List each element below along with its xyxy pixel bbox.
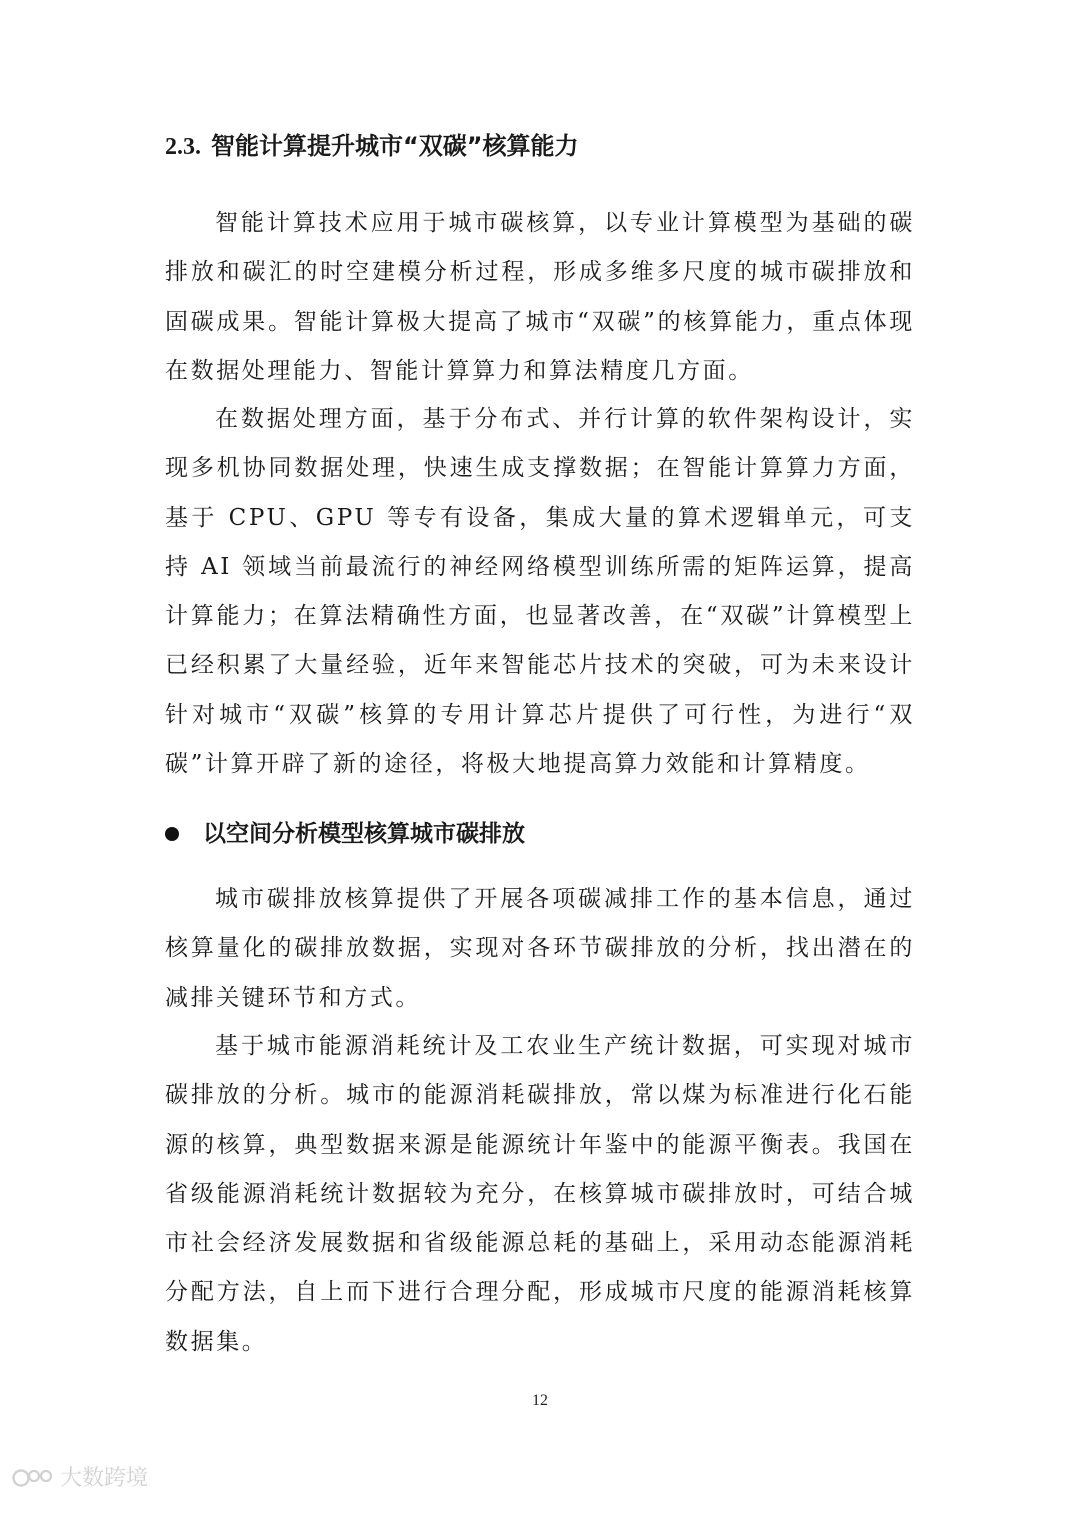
bullet-dot-icon [165,827,179,841]
bullet-heading-text: 以空间分析模型核算城市碳排放 [203,821,525,847]
paragraph: 在数据处理方面，基于分布式、并行计算的软件架构设计，实现多机协同数据处理，快速生成支撑数据；在智能计算算力方面，基于 CPU、GPU 等专有设备，集成大量的算术逻辑单元，可支持 AI 领域当前最流行的神经网络模型训练所需的矩阵运算，提高计算能力；在算法精确性方面，也显著改善，在“双碳”计算模型上已经积累了大量经验，近年来智能芯片技术的突破，可为未来设计针对城市“双碳”核算的专用计算芯片提供了可行性，为进行“双碳”计算开辟了新的途径，将极大地提高算力效能和计算精度。 [165,406,915,778]
watermark [12,1461,148,1492]
page-number: 12 [532,1392,548,1409]
watermark-text: 大数跨境 [60,1466,149,1491]
paragraph: 城市碳排放核算提供了开展各项碳减排工作的基本信息，通过核算量化的碳排放数据，实现对各环节碳排放的分析，找出潜在的减排关键环节和方式。 [165,886,915,1011]
brand-logo-icon [12,1464,54,1490]
paragraph: 智能计算技术应用于城市碳核算，以专业计算模型为基础的碳排放和碳汇的时空建模分析过程，形成多维多尺度的城市碳排放和固碳成果。智能计算极大提高了城市“双碳”的核算能力，重点体现在数据处理能力、智能计算算力和算法精度几方面。 [165,210,915,384]
section-title: 智能计算提升城市“双碳”核算能力 [211,132,579,160]
section-number: 2.3. [165,134,201,160]
section-heading [165,128,579,165]
bullet-heading [165,816,525,852]
paragraph: 基于城市能源消耗统计及工农业生产统计数据，可实现对城市碳排放的分析。城市的能源消耗碳排放，常以煤为标准进行化石能源的核算，典型数据来源是能源统计年鉴中的能源平衡表。我国在省级能源消耗统计数据较为充分，在核算城市碳排放时，可结合城市社会经济发展数据和省级能源总耗的基础上，采用动态能源消耗分配方法，自上而下进行合理分配，形成城市尺度的能源消耗核算数据集。 [165,1033,915,1355]
